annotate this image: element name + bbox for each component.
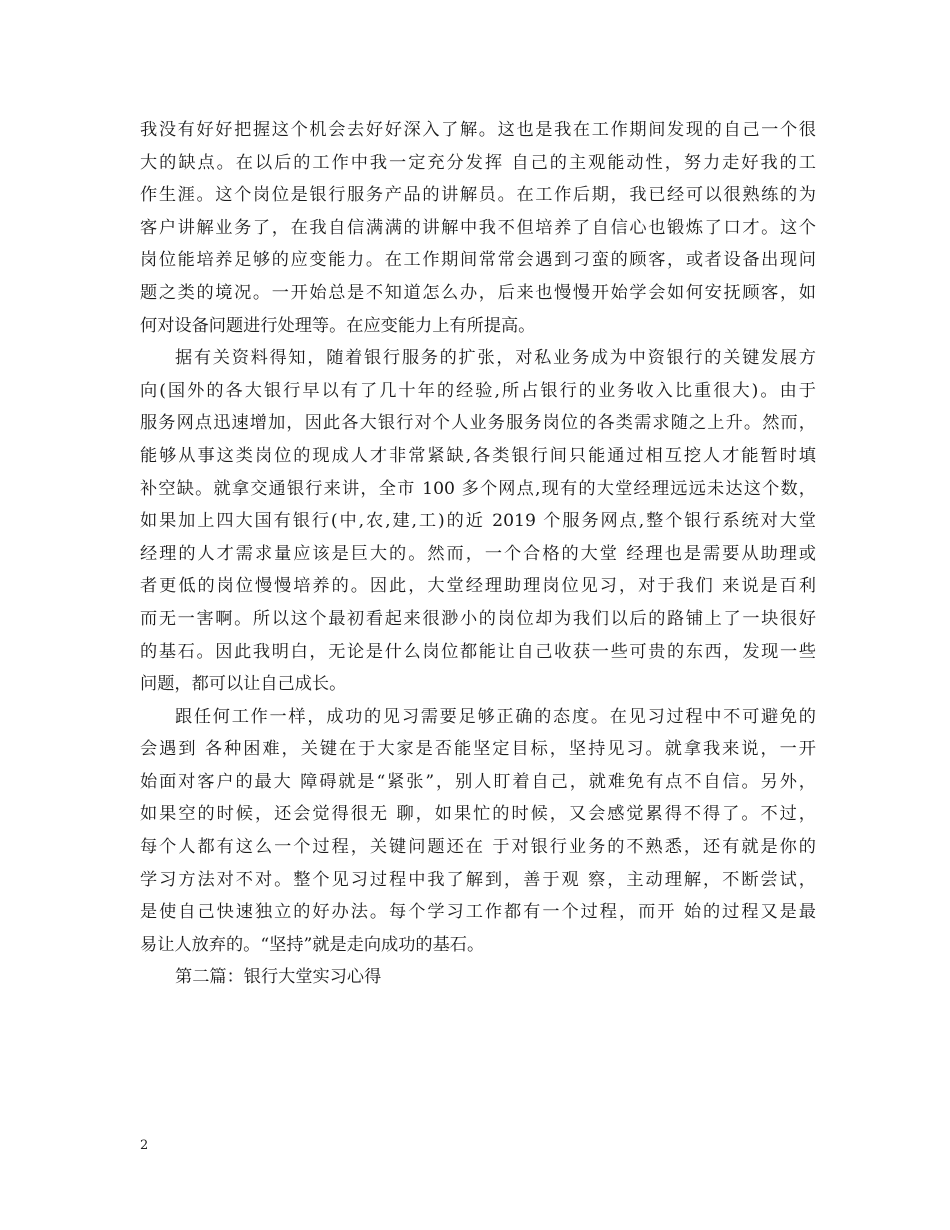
section-heading: 第二篇：银行大堂实习心得 — [175, 967, 382, 988]
text-line: 据有关资料得知，随着银行服务的扩张，对私业务成为中资银行的关键发展方 — [175, 348, 816, 369]
text-line: 问题，都可以让自己成长。 — [140, 674, 347, 695]
text-line: 作生涯。这个岗位是银行服务产品的讲解员。在工作后期，我已经可以很熟练的为 — [140, 185, 816, 206]
text-line: 岗位能培养足够的应变能力。在工作期间常常会遇到刁蛮的顾客，或者设备出现问 — [140, 250, 816, 271]
text-line: 者更低的岗位慢慢培养的。因此，大堂经理助理岗位见习，对于我们 来说是百利 — [140, 576, 816, 597]
text-line: 能够从事这类岗位的现成人才非常紧缺,各类银行间只能通过相互挖人才能暂时填 — [140, 445, 816, 466]
text-line: 经理的人才需求量应该是巨大的。然而，一个合格的大堂 经理也是需要从助理或 — [140, 543, 816, 564]
text-line: 会遇到 各种困难，关键在于大家是否能坚定目标，坚持见习。就拿我来说，一开 — [140, 739, 816, 760]
text-line: 易让人放弃的。“坚持”就是走向成功的基石。 — [140, 934, 485, 955]
text-line: 客户讲解业务了，在我自信满满的讲解中我不但培养了自信心也锻炼了口才。这个 — [140, 217, 816, 238]
text-line: 服务网点迅速增加，因此各大银行对个人业务服务岗位的各类需求随之上升。然而， — [140, 413, 816, 434]
text-line: 如果空的时候，还会觉得很无 聊，如果忙的时候，又会感觉累得不得了。不过， — [140, 804, 816, 825]
text-line: 是使自己快速独立的好办法。每个学习工作都有一个过程，而开 始的过程又是最 — [140, 902, 816, 923]
text-line: 的基石。因此我明白，无论是什么岗位都能让自己收获一些可贵的东西，发现一些 — [140, 641, 816, 662]
text-line: 如果加上四大国有银行(中,农,建,工)的近 2019 个服务网点,整个银行系统对大堂 — [140, 511, 816, 532]
body-text — [140, 114, 816, 994]
text-line: 始面对客户的最大 障碍就是“紧张”，别人盯着自己，就难免有点不自信。另外， — [140, 771, 816, 792]
text-line: 大的缺点。在以后的工作中我一定充分发挥 自己的主观能动性，努力走好我的工 — [140, 152, 816, 173]
text-line: 补空缺。就拿交通银行来讲，全市 100 多个网点,现有的大堂经理远远未达这个数， — [140, 478, 816, 499]
text-line: 跟任何工作一样，成功的见习需要足够正确的态度。在见习过程中不可避免的 — [175, 706, 816, 727]
page-number: 2 — [140, 1138, 149, 1153]
text-line: 而无一害啊。所以这个最初看起来很渺小的岗位却为我们以后的路铺上了一块很好 — [140, 608, 816, 629]
text-line: 向(国外的各大银行早以有了几十年的经验,所占银行的业务收入比重很大)。由于 — [140, 380, 816, 401]
text-line: 每个人都有这么一个过程，关键问题还在 于对银行业务的不熟悉，还有就是你的 — [140, 837, 816, 858]
text-line: 何对设备问题进行处理等。在应变能力上有所提高。 — [140, 315, 536, 336]
text-line: 学习方法对不对。整个见习过程中我了解到，善于观 察，主动理解，不断尝试， — [140, 869, 816, 890]
text-line: 我没有好好把握这个机会去好好深入了解。这也是我在工作期间发现的自己一个很 — [140, 120, 816, 140]
text-line: 题之类的境况。一开始总是不知道怎么办，后来也慢慢开始学会如何安抚顾客，如 — [140, 282, 816, 303]
